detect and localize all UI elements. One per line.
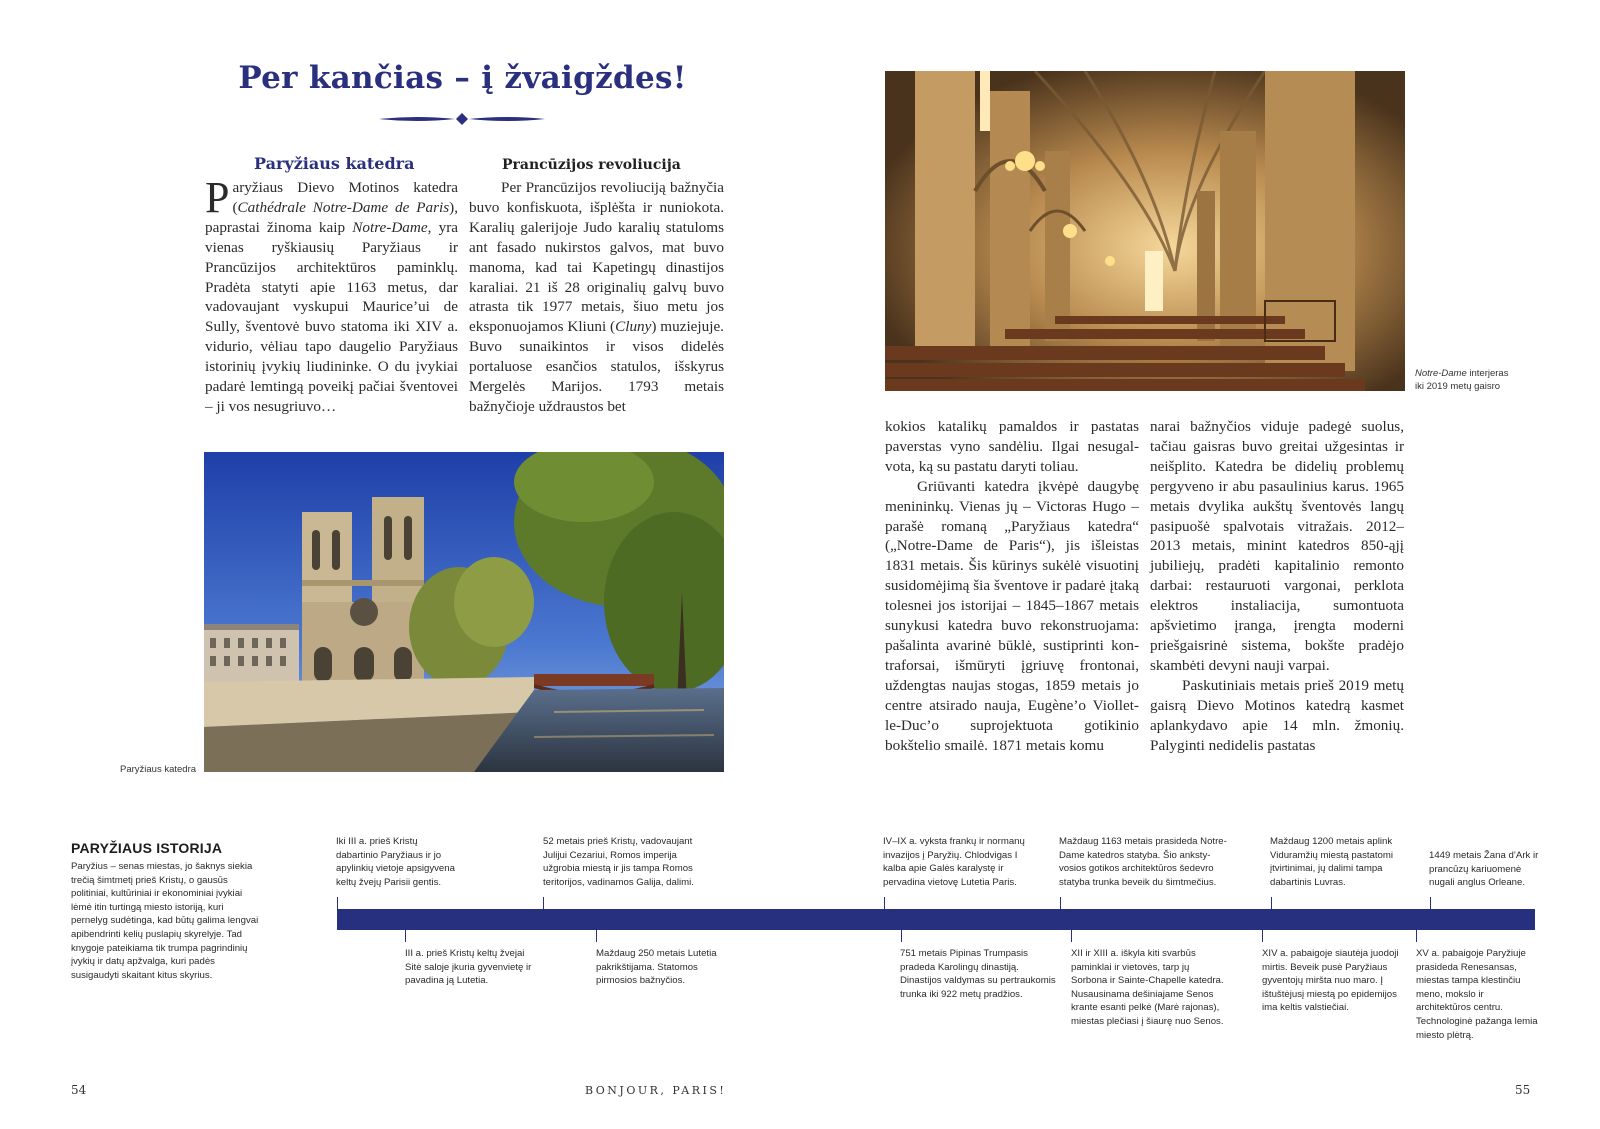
timeline-event-top: Maždaug 1163 metais prasideda Notre-Dame katedros statyba. Šio ankstyvosios gotikos architektūros šedevro statyba trunka beveik du šimtmečius. — [1059, 836, 1227, 888]
timeline-event-top: Iki III a. prieš Kristų dabartinio Paryžiaus ir jo apylinkių vietoje apsigyvena keltų žvejų Parisii gentis. — [336, 836, 455, 888]
timeline-event-bottom: Maždaug 250 metais Lutetia pakrikštijama. Statomos pirmosios bažnyčios. — [596, 948, 717, 987]
timeline-event-bottom: XV a. pabaigoje Paryžiuje prasideda Renesansas, miestas tampa klestinčiu meno, mokslo ir architektūros centru. Technologinė pažanga lemia miesto plėtrą. — [1416, 948, 1538, 1041]
article-column-3 — [885, 417, 1139, 755]
caption-interior-rest: interjeras — [1466, 368, 1509, 379]
timeline-event-top: 52 metais prieš Kristų, vadovaujant Julijui Cezariui, Romos imperija užgrobia miestą ir jis tampa Romos teritorijos, vadinamos Galija, dalimi. — [543, 836, 694, 888]
page-number-right: 55 — [1515, 1083, 1531, 1097]
timeline-tick — [1430, 897, 1431, 909]
page-number-left: 54 — [71, 1083, 87, 1097]
timeline-event-top: Maždaug 1200 metais aplink Viduramžių miestą pastatomi įtvirtinimai, jų dalimi tampa dabartinis Luvras. — [1270, 836, 1393, 888]
timeline-title: PARYŽIAUS ISTORIJA — [71, 840, 223, 856]
caption-interior-italic: Notre-Dame — [1415, 368, 1467, 379]
column-2-text: Per Prancūzijos revoliuciją bažnyčia buvo konfiskuota, išplėšta ir nuniokota. Karalių galerijoje Judo karalių statuloms ant fasado nukirstos galvos, mat buvo manoma, kad tai Kapetingų dinastijos karaliai. 21 iš 28 originalių galvų buvo atrasta tik 1977 metais, šiuo metu jos eksponuojamos Kliuni (Cluny) muziejuje. Buvo sunaikintos ir visos didelės portaluose esančios statulos, išskyrus Mergelės Marijos. 1793 metais bažnyčioje uždraustos bet — [469, 179, 724, 415]
notre-dame-exterior-photo — [204, 452, 724, 772]
caption-exterior: Paryžiaus katedra — [120, 764, 197, 775]
timeline-tick — [543, 897, 544, 909]
notre-dame-interior-photo — [885, 71, 1405, 391]
timeline-tick — [405, 930, 406, 942]
page-title: Per kančias – į žvaigždes! — [238, 60, 687, 96]
timeline-bar — [337, 909, 1535, 930]
article-column-4 — [1150, 417, 1404, 755]
timeline-event-top: 1449 metais Žana d’Ark ir prancūzų kariuomenė nugali anglus Orleane. — [1429, 850, 1539, 889]
drop-cap: P — [205, 173, 230, 222]
timeline-tick — [1060, 897, 1061, 909]
timeline-event-bottom: III a. prieš Kristų keltų žvejai Sitė saloje įkuria gyvenvietę ir pavadina ją Lutetia. — [405, 948, 532, 987]
timeline-tick — [884, 897, 885, 909]
article-column-1 — [205, 173, 458, 417]
section-heading-cathedral: Paryžiaus katedra — [254, 154, 415, 173]
caption-interior-line2: iki 2019 metų gaisro — [1415, 381, 1501, 392]
column-3-paragraph-1: kokios katalikų pamaldos ir pastatas paverstas vyno sandėliu. Ilgai nesugalvota, ką su pastatu daryti toliau. — [885, 418, 1139, 475]
timeline-tick — [596, 930, 597, 942]
column-4-paragraph-1: narai bažnyčios viduje padegė suolus, tačiau gaisras buvo greitai užgesintas ir neišplito. Katedra be didelių problemų pergyveno ir abu pasaulinius karus. 1965 metais dvylika aukštų šventovės langų pasipuošė spalvotais vitražais. 2012–2013 metais, minint katedros 850-ąjį jubiliejų, pradėti kapitalinio remonto darbai: restauruoti vargonai, perklota elektros instaliacija, sumontuota apšvietimo įranga, įrengta moderni priešgaisrinė sistema, bokšte pradėjo skambėti devyni nauji varpai. — [1150, 418, 1404, 674]
timeline-tick — [1071, 930, 1072, 942]
article-column-2 — [469, 178, 724, 417]
section-heading-revolution: Prancūzijos revoliucija — [502, 157, 681, 173]
column-3-paragraph-2: Griūvanti katedra įkvėpė daugybę menininkų. Vienas jų – Victoras Hugo – parašė romaną „Paryžiaus katedra“ („Notre-Dame de Paris“), jis išleistas 1831 metais. Šis kūrinys sukėlė visuotinį susidomėjimą šia šventove ir padarė įtaką tolesnei jos istorijai – 1845–1867 metais sunykusi katedra buvo rekonstruojama: pašalinta avarinė būklė, sustiprinti kontraforsai, išmūryti įgriuvę frontonai, uždengtas naujas stogas, 1859 metais jo centre atsirado nauja, Eugène’o Viollet-le-Duc’o suprojektuota gotikinio bokštelio smailė. 1871 metais komu — [885, 477, 1139, 754]
caption-interior — [1415, 367, 1508, 393]
column-1-text: aryžiaus Dievo Motinos katedra (Cathédrale Notre-Dame de Paris), paprastai žinoma kaip Notre-Dame, yra vienas ryškiausių Paryžiaus ir Prancūzijos architektūros paminklų. Pradėta statyti apie 1163 metus, dar vadovaujant vyskupui Maurice’ui de Sully, šventovė buvo statoma iki XIV a. vidurio, vėliau tapo daugelio Paryžiaus istorinių įvykių liudininke. O du įvykiai padarė lemtingą poveikį pačiai šventovei – ji vos nesugriuvo… — [205, 179, 458, 415]
timeline-event-top: IV–IX a. vyksta frankų ir normanų invazijos į Paryžių. Chlodvigas I kalba apie Galės karalystę ir pervadina vietovę Lutetia Paris. — [883, 836, 1025, 888]
timeline-tick — [1262, 930, 1263, 942]
timeline-tick — [901, 930, 902, 942]
timeline-tick — [337, 897, 338, 909]
column-4-paragraph-2: Paskutiniais metais prieš 2019 metų gaisrą Dievo Motinos katedrą kasmet aplankydavo apie 14 mln. žmonių. Palyginti nedidelis pastatas — [1150, 676, 1404, 754]
running-footer: BONJOUR, PARIS! — [585, 1084, 727, 1097]
timeline-tick — [1271, 897, 1272, 909]
timeline-event-bottom: XII ir XIII a. iškyla kiti svarbūs paminklai ir vietovės, tarp jų Sorbona ir Sainte-Chapelle katedra. Nusausinama dešiniajame Senos krante esanti pelkė (Marė rajonas), miestas plečiasi į šiaurę nuo Senos. — [1071, 948, 1224, 1027]
timeline-intro: Paryžius – senas miestas, jo šaknys siekia trečią šimtmetį prieš Kristų, o gausūs politiniai, kultūriniai ir ekonominiai įvykiai lėmė itin turtingą miesto istoriją, kuri pernelyg sudėtinga, kad būtų galima lengvai apibendrinti kelių puslapių skyrelyje. Tad knygoje pateikiama tik trumpa pagrindinių įvykių ir datų apžvalga, kuri padės susigaudyti skaitant kitus skyrius. — [71, 861, 259, 981]
title-ornament — [377, 112, 547, 126]
timeline-event-bottom: 751 metais Pipinas Trumpasis pradeda Karolingų dinastiją. Dinastijos valdymas su pertraukomis trunka iki 922 metų pradžios. — [900, 948, 1056, 1000]
timeline-tick — [1416, 930, 1417, 942]
timeline-event-bottom: XIV a. pabaigoje siautėja juodoji mirtis. Beveik pusė Paryžiaus gyventojų miršta nuo maro. Į ištuštėjusį miestą po epidemijos ima keltis valstiečiai. — [1262, 948, 1399, 1014]
